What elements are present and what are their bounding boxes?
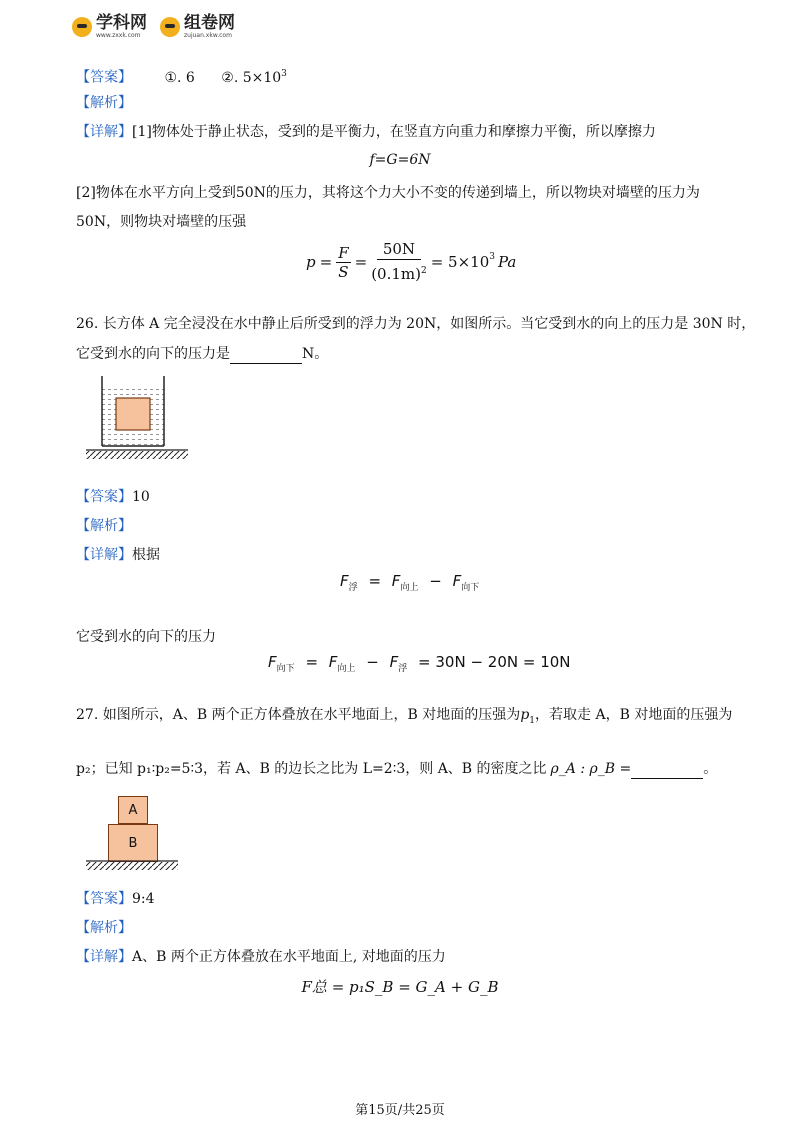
page-number: 第15页/共25页 bbox=[355, 1103, 445, 1118]
logo-face-icon bbox=[72, 17, 92, 37]
eq-den-exponent: 2 bbox=[420, 266, 427, 276]
stem-tail: ，若取走 A，B 对地面的压强为 bbox=[535, 707, 733, 723]
fraction-F-S bbox=[336, 244, 350, 281]
eq-F: F bbox=[452, 572, 462, 590]
eq-F: F bbox=[268, 653, 277, 671]
detail-tag: 【详解】 bbox=[76, 547, 132, 563]
logo-zxxk-url: www.zxxk.com bbox=[96, 32, 141, 39]
q27-analysis-tag: 【解析】 bbox=[76, 920, 132, 936]
q26-analysis-tag: 【解析】 bbox=[76, 518, 132, 534]
stem-end: 。 bbox=[703, 761, 718, 777]
stem-text: p₂；已知 p₁∶p₂=5∶3，若 A、B 的边长之比为 L=2∶3，则 A、B 的密度之比 bbox=[76, 761, 547, 777]
q25-equation-2: p = $\frac{F}{S}$ = $\frac{50N}{(0.1m)^2}$ = 5×10 $^3$ Pa bbox=[306, 240, 517, 283]
eq-sub: 向上 bbox=[337, 664, 356, 674]
eq-F: F bbox=[328, 653, 338, 671]
answer-tag: 【答案】 bbox=[76, 891, 132, 907]
block-A bbox=[116, 398, 150, 430]
eq-S: S bbox=[338, 262, 349, 281]
answer-blank bbox=[230, 349, 302, 364]
fraction-value bbox=[371, 239, 427, 285]
eq-unit: Pa bbox=[498, 253, 517, 271]
stem-unit: N。 bbox=[302, 346, 329, 362]
q27-answer-line bbox=[76, 889, 155, 909]
q25-detail-2: [2]物体在水平方向上受到50N的压力，其将这个力大小不变的传递到墙上，所以物块对墙壁的压力为 bbox=[76, 185, 700, 201]
q26-equation-2: $F_{向下} = F_{向上} - F_浮 = 30N - 20N = 10N$ bbox=[268, 653, 571, 674]
eq-tail: = 30N − 20N = 10N bbox=[418, 653, 571, 671]
q27-equation-1: F总 = p₁S_B = G_A + G_B bbox=[301, 978, 499, 996]
detail-tag: 【详解】 bbox=[76, 949, 132, 965]
detail-text: 根据 bbox=[132, 547, 160, 563]
eq-F: F bbox=[391, 572, 401, 590]
q27-detail-1 bbox=[76, 947, 446, 967]
eq-numerator: 50N bbox=[377, 239, 421, 260]
q25-analysis-tag: 【解析】 bbox=[76, 95, 132, 111]
cube-B: B bbox=[108, 824, 158, 862]
answer-value: 9:4 bbox=[132, 891, 155, 907]
detail-text: [1]物体处于静止状态，受到的是平衡力，在竖直方向重力和摩擦力平衡，所以摩擦力 bbox=[132, 124, 656, 140]
answer-value: 10 bbox=[132, 489, 150, 505]
q26-stem-2 bbox=[76, 344, 328, 364]
eq-F: F bbox=[338, 243, 349, 262]
eq-sub: 向下 bbox=[461, 583, 480, 593]
q25-answer-line bbox=[76, 64, 287, 88]
answer-2-exponent: 3 bbox=[281, 69, 287, 79]
ground-hatch bbox=[86, 451, 188, 459]
q26-figure-container bbox=[84, 372, 192, 462]
eq-result: = 5×10 bbox=[430, 253, 490, 271]
eq-sub: 浮 bbox=[398, 664, 408, 674]
answer-blank bbox=[631, 764, 703, 779]
eq-sub: 向上 bbox=[400, 583, 419, 593]
stem-p-sub: 1 bbox=[529, 715, 536, 726]
eq-F: F bbox=[340, 572, 349, 590]
q25-detail-3: 50N，则物块对墙壁的压强 bbox=[76, 214, 247, 230]
q27-stem-1 bbox=[76, 705, 732, 731]
stem-text: 27. 如图所示，A、B 两个正方体叠放在水平地面上，B 对地面的压强为 bbox=[76, 707, 521, 723]
eq-sub: 浮 bbox=[348, 583, 358, 593]
answer-tag: 【答案】 bbox=[76, 69, 132, 86]
eq-denominator: (0.1m) bbox=[371, 265, 421, 283]
logo-zxxk bbox=[72, 14, 147, 39]
q26-detail-1 bbox=[76, 545, 160, 565]
logo-zujuan bbox=[160, 14, 235, 39]
eq-F: F bbox=[389, 653, 399, 671]
q27-stem-2 bbox=[76, 759, 717, 779]
eq-p: p bbox=[306, 253, 316, 271]
stem-p: p bbox=[520, 707, 530, 723]
ground bbox=[86, 860, 178, 872]
answer-2: ②. 5×10 bbox=[221, 69, 282, 86]
answer-tag: 【答案】 bbox=[76, 489, 132, 505]
eq-result-exponent: 3 bbox=[489, 252, 495, 262]
q27-figure bbox=[86, 794, 178, 872]
logo-zujuan-name: 组卷网 bbox=[184, 13, 235, 33]
eq-sub: 向下 bbox=[276, 664, 295, 674]
answer-1: ①. 6 bbox=[164, 69, 195, 86]
detail-text: A、B 两个正方体叠放在水平地面上, 对地面的压力 bbox=[132, 949, 446, 965]
q25-detail-1 bbox=[76, 122, 656, 142]
cube-A: A bbox=[118, 796, 148, 824]
q26-detail-2: 它受到水的向下的压力 bbox=[76, 629, 216, 645]
stem-text: 它受到水的向下的压力是 bbox=[76, 346, 230, 362]
logo-zxxk-name: 学科网 bbox=[96, 13, 147, 33]
q25-equation-1: f=G=6N bbox=[369, 152, 431, 168]
detail-tag: 【详解】 bbox=[76, 124, 132, 140]
logo-face-icon bbox=[160, 17, 180, 37]
rho-ratio: ρ_A : ρ_B = bbox=[550, 761, 632, 777]
q26-stem-1: 26. 长方体 A 完全浸没在水中静止后所受到的浮力为 20N，如图所示。当它受到水的向上的压力是 30N 时， bbox=[76, 316, 756, 332]
q26-answer-line bbox=[76, 487, 150, 507]
q26-equation-1: $F_浮 = F_{向上} - F_{向下}$ bbox=[340, 572, 480, 593]
logo-zujuan-url: zujuan.xkw.com bbox=[184, 32, 232, 39]
